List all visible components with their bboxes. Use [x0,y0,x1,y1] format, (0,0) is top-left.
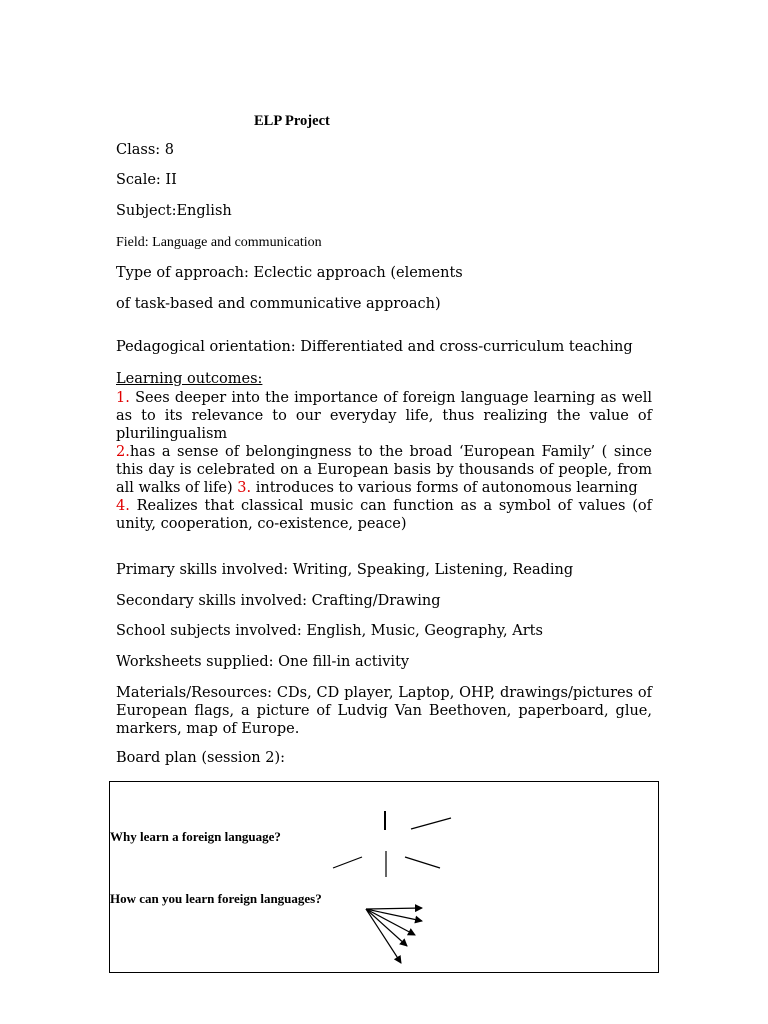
scale-line: Scale: II [116,172,177,188]
arrow-fan [366,908,422,963]
pedagogical-orientation: Pedagogical orientation: Differentiated and cross-curriculum teaching [116,339,633,355]
board-diagram [110,782,658,972]
spider-line-bottom-left [333,857,362,868]
learning-outcomes-list [116,389,652,533]
outcome-1-text: Sees deeper into the importance of foreign language learning as well as to its relevance to our everyday life, thus realizing the value of plurilingualism [116,390,652,442]
spider-line-top-right [411,818,451,829]
outcome-1 [116,389,652,443]
school-subjects: School subjects involved: English, Music, Geography, Arts [116,623,543,639]
document-title: ELP Project [254,113,330,129]
approach-line-1: Type of approach: Eclectic approach (elements [116,265,463,281]
board-plan-box [109,781,659,973]
outcome-3-number: 3. [237,480,252,496]
board-question-1: Why learn a foreign language? [110,829,281,844]
subject-line: Subject:English [116,203,232,219]
outcome-4-number: 4. [116,498,130,514]
board-plan-label: Board plan (session 2): [116,750,286,766]
approach-line-2: of task-based and communicative approach) [116,296,441,312]
outcome-2-3 [116,443,652,497]
arrow-2 [366,909,422,921]
secondary-skills: Secondary skills involved: Crafting/Drawing [116,593,441,609]
arrow-1 [366,908,422,909]
outcome-4 [116,497,652,533]
primary-skills: Primary skills involved: Writing, Speaking, Listening, Reading [116,562,574,578]
class-line: Class: 8 [116,142,174,158]
outcome-2-number: 2. [116,444,130,460]
outcome-2-text: has a sense of belongingness to the broad ‘European Family’ ( since this day is celebrated on a European basis by thousands of people, from all walks of life) [116,444,652,496]
spider-diagram-lines [333,811,451,877]
outcome-3-text: introduces to various forms of autonomous learning [251,480,638,496]
outcome-4-text: Realizes that classical music can function as a symbol of values (of unity, cooperation, co-existence, peace) [116,498,652,532]
outcome-1-number: 1. [116,390,130,406]
materials-resources: Materials/Resources: CDs, CD player, Laptop, OHP, drawings/pictures of European flags, a picture of Ludvig Van Beethoven, paperboard, glue, markers, map of Europe. [116,685,652,737]
field-line: Field: Language and communication [116,235,322,250]
worksheets: Worksheets supplied: One fill-in activity [116,654,410,670]
learning-outcomes-heading: Learning outcomes: [116,371,263,387]
spider-line-bottom-right [405,857,440,868]
board-question-2: How can you learn foreign languages? [110,891,322,906]
